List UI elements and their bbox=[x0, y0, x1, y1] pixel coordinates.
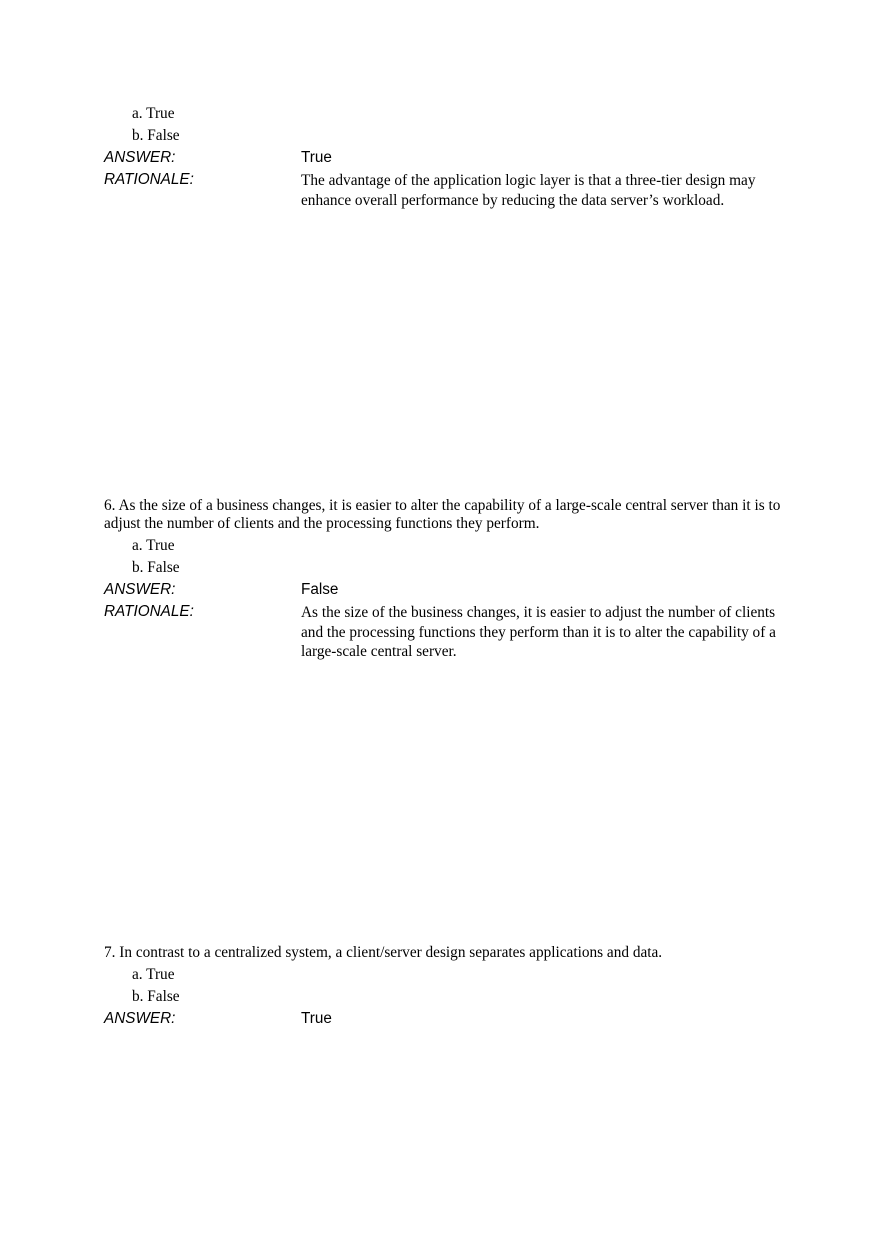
answer-value: True bbox=[301, 1010, 332, 1027]
question-5 bbox=[104, 105, 784, 210]
option-b: b. False bbox=[132, 988, 180, 1005]
answer-label: ANSWER: bbox=[104, 1010, 176, 1027]
answer-value: True bbox=[301, 149, 332, 166]
option-a: a. True bbox=[132, 105, 175, 122]
rationale-row bbox=[104, 603, 784, 662]
rationale-text: The advantage of the application logic layer is that a three-tier design may enhance overall performance by reducing the data server’s workload. bbox=[301, 172, 756, 209]
rationale-text: As the size of the business changes, it is easier to adjust the number of clients and the processing functions they perform than it is to alter the capability of a large-scale central server. bbox=[301, 604, 776, 660]
option-a: a. True bbox=[132, 537, 175, 554]
answer-row bbox=[104, 581, 784, 599]
answer-label: ANSWER: bbox=[104, 581, 176, 598]
answer-label: ANSWER: bbox=[104, 149, 176, 166]
answer-row bbox=[104, 1010, 784, 1028]
question-stem: 7. In contrast to a centralized system, a client/server design separates applications and data. bbox=[104, 944, 663, 961]
rationale-row bbox=[104, 171, 784, 210]
question-stem: 6. As the size of a business changes, it is easier to alter the capability of a large-scale central server than it is to adjust the number of clients and the processing functions they perform. bbox=[104, 497, 781, 532]
answer-row bbox=[104, 149, 784, 167]
rationale-label: RATIONALE: bbox=[104, 603, 194, 620]
rationale-label: RATIONALE: bbox=[104, 171, 194, 188]
question-7 bbox=[104, 944, 784, 1028]
question-6 bbox=[104, 497, 784, 662]
option-a: a. True bbox=[132, 966, 175, 983]
answer-value: False bbox=[301, 581, 339, 598]
option-b: b. False bbox=[132, 559, 180, 576]
option-b: b. False bbox=[132, 127, 180, 144]
